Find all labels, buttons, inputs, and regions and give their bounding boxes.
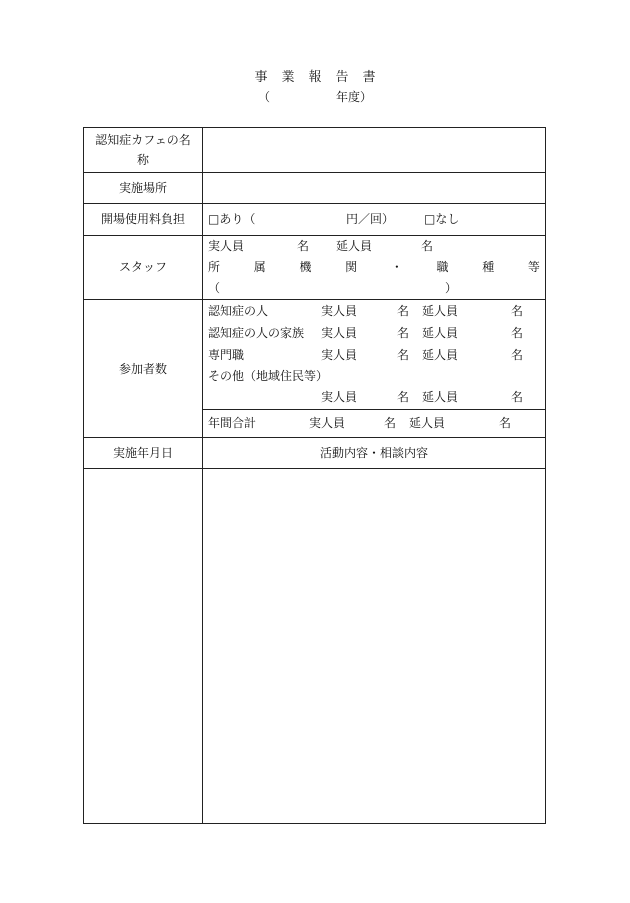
location-field[interactable] (203, 173, 545, 203)
staff-actual-label: 実人員 (208, 239, 245, 253)
affiliation-char: 属 (253, 260, 266, 274)
activity-date-area[interactable] (85, 469, 201, 823)
participant-total-unit: 名 (511, 326, 524, 340)
venue-fee-label: 開場使用料負担 (100, 212, 185, 226)
location-label: 実施場所 (118, 181, 167, 195)
row-divider (84, 203, 545, 204)
participant-actual-label: 実人員 (321, 326, 358, 340)
row-divider (84, 299, 545, 300)
participant-total-unit: 名 (511, 390, 524, 404)
participant-category: 認知症の人の家族 (208, 326, 305, 340)
participants-label: 参加者数 (118, 362, 167, 376)
staff-affiliation-close-paren: ） (445, 281, 458, 295)
report-form-table (83, 127, 546, 824)
staff-total-label: 延人員 (336, 239, 373, 253)
venue-fee-unit: 円／回） (346, 212, 395, 226)
subtotal-divider (202, 409, 545, 410)
participant-total-label: 延人員 (422, 304, 459, 318)
participant-total-unit: 名 (511, 304, 524, 318)
annual-total-label: 年間合計 (208, 416, 257, 430)
cafe-name-label-line2: 称 (136, 153, 149, 167)
participant-category: 認知症の人 (208, 304, 269, 318)
venue-fee-yes-option[interactable]: □あり（ (208, 212, 256, 226)
participant-actual-label: 実人員 (321, 390, 358, 404)
row-divider (84, 437, 545, 438)
staff-total-unit: 名 (421, 239, 434, 253)
fiscal-year-label: 年度） (336, 90, 373, 104)
participant-actual-label: 実人員 (321, 304, 358, 318)
affiliation-char: 所 (208, 260, 221, 274)
participant-actual-unit: 名 (397, 326, 410, 340)
annual-total-actual-unit: 名 (384, 416, 397, 430)
document-title: 事業報告書 (254, 70, 390, 85)
annual-total-actual-label: 実人員 (309, 416, 346, 430)
cafe-name-field[interactable] (203, 128, 545, 172)
row-divider (84, 235, 545, 236)
affiliation-char: 等 (527, 260, 540, 274)
participant-category: 専門職 (208, 348, 245, 362)
affiliation-char: 機 (299, 260, 312, 274)
affiliation-char: ・ (390, 260, 403, 274)
participant-actual-unit: 名 (397, 304, 410, 318)
participant-total-label: 延人員 (422, 326, 459, 340)
affiliation-char: 種 (482, 260, 495, 274)
fiscal-year-open-paren: （ (258, 90, 271, 104)
participant-actual-unit: 名 (397, 390, 410, 404)
venue-fee-no-option[interactable]: □なし (424, 212, 460, 226)
participant-actual-unit: 名 (397, 348, 410, 362)
affiliation-char: 職 (436, 260, 449, 274)
participant-total-unit: 名 (511, 348, 524, 362)
annual-total-total-label: 延人員 (409, 416, 446, 430)
cafe-name-label-line1: 認知症カフェの名 (95, 133, 191, 147)
affiliation-char: 関 (345, 260, 358, 274)
participant-total-label: 延人員 (422, 348, 459, 362)
staff-label: スタッフ (118, 260, 167, 274)
activity-content-area[interactable] (203, 469, 545, 823)
staff-affiliation-open-paren: （ (208, 281, 221, 295)
annual-total-total-unit: 名 (499, 416, 512, 430)
content-column-header: 活動内容・相談内容 (319, 446, 428, 460)
staff-actual-unit: 名 (297, 239, 310, 253)
participant-category: その他（地域住民等） (208, 369, 329, 383)
staff-affiliation-label (208, 260, 540, 274)
participant-total-label: 延人員 (422, 390, 459, 404)
participant-actual-label: 実人員 (321, 348, 358, 362)
date-column-header: 実施年月日 (112, 446, 173, 460)
